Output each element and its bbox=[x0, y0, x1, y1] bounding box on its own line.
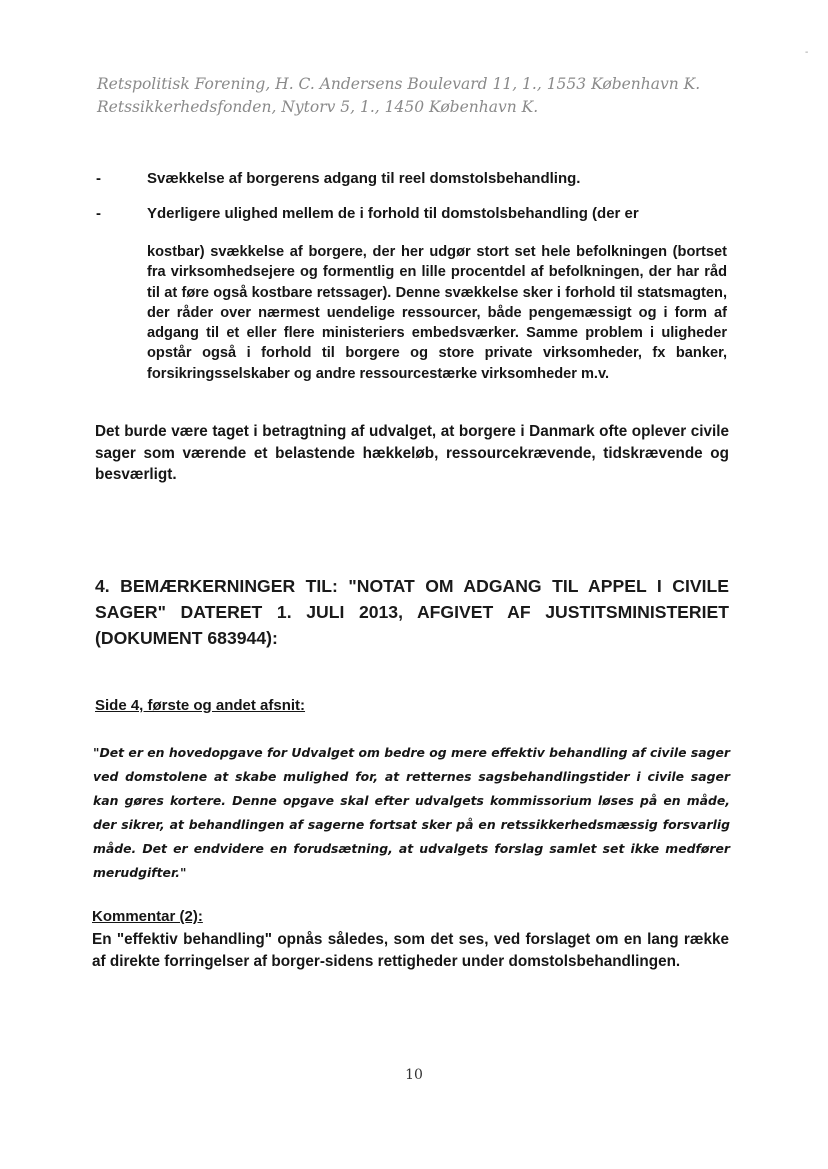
subheading-kommentar: Kommentar (2): bbox=[92, 908, 203, 925]
corner-mark: - bbox=[805, 47, 809, 58]
bullet-text: Svækkelse af borgerens adgang til reel domstolsbehandling. bbox=[147, 170, 581, 187]
bullet-dash: - bbox=[96, 205, 101, 222]
quoted-passage: "Det er en hovedopgave for Udvalget om bedre og mere effektiv behandling af civile sager ved domstolene at skabe mulighed for, at retternes sagsbehandlingstider i civile sager kan gøres kortere. Denne opgave skal efter udvalgets kommissorium løses på en måde, der sikrer, at behandlingen af sagerne fortsat sker på en retssikkerhedsmæssig forsvarlig måde. Det er endvidere en forudsætning, at udvalgets forslag samlet set ikke medfører merudgifter." bbox=[93, 745, 730, 880]
page-number: 10 bbox=[405, 1067, 423, 1083]
bullet-dash: - bbox=[96, 170, 101, 187]
body-paragraph: Det burde være taget i betragtning af udvalget, at borgere i Danmark ofte oplever civile sager som værende et belastende hækkeløb, ressourcekrævende, tidskrævende og besværligt. bbox=[95, 423, 729, 483]
bullet-text: Yderligere ulighed mellem de i forhold til domstolsbehandling (der er bbox=[147, 205, 639, 222]
section-heading: 4. BEMÆRKERNINGER TIL: "NOTAT OM ADGANG TIL APPEL I CIVILE SAGER" DATERET 1. JULI 2013, AFGIVET AF JUSTITSMINISTERIET (DOKUMENT 683944): bbox=[95, 576, 729, 648]
bullet-continuation: kostbar) svækkelse af borgere, der her udgør stort set hele befolkningen (bortset fra virksomhedsejere og formentlig en lille procentdel af befolkningen, der har råd til at føre også kostbare retssager). Denne svækkelse sker i forhold til statsmagten, der råder over nærmest uendelige ressourcer, både pengemæssigt og i form af adgang til et eller flere ministeriers embedsværker. Samme problem i uligheder opstår også i forhold til borgere og store private virksomheder, fx banker, forsikringsselskaber og andre ressourcestærke virksomheder m.v. bbox=[147, 244, 727, 382]
letterhead-line-1: Retspolitisk Forening, H. C. Andersens Boulevard 11, 1., 1553 København K. bbox=[97, 75, 701, 93]
letterhead bbox=[97, 73, 700, 119]
comment-paragraph: En "effektiv behandling" opnås således, som det ses, ved forslaget om en lang række af direkte forringelser af borger-sidens rettigheder under domstolsbehandlingen. bbox=[92, 931, 729, 970]
letterhead-line-2: Retssikkerhedsfonden, Nytorv 5, 1., 1450 København K. bbox=[97, 98, 539, 116]
subheading-side-4: Side 4, første og andet afsnit: bbox=[95, 697, 306, 714]
